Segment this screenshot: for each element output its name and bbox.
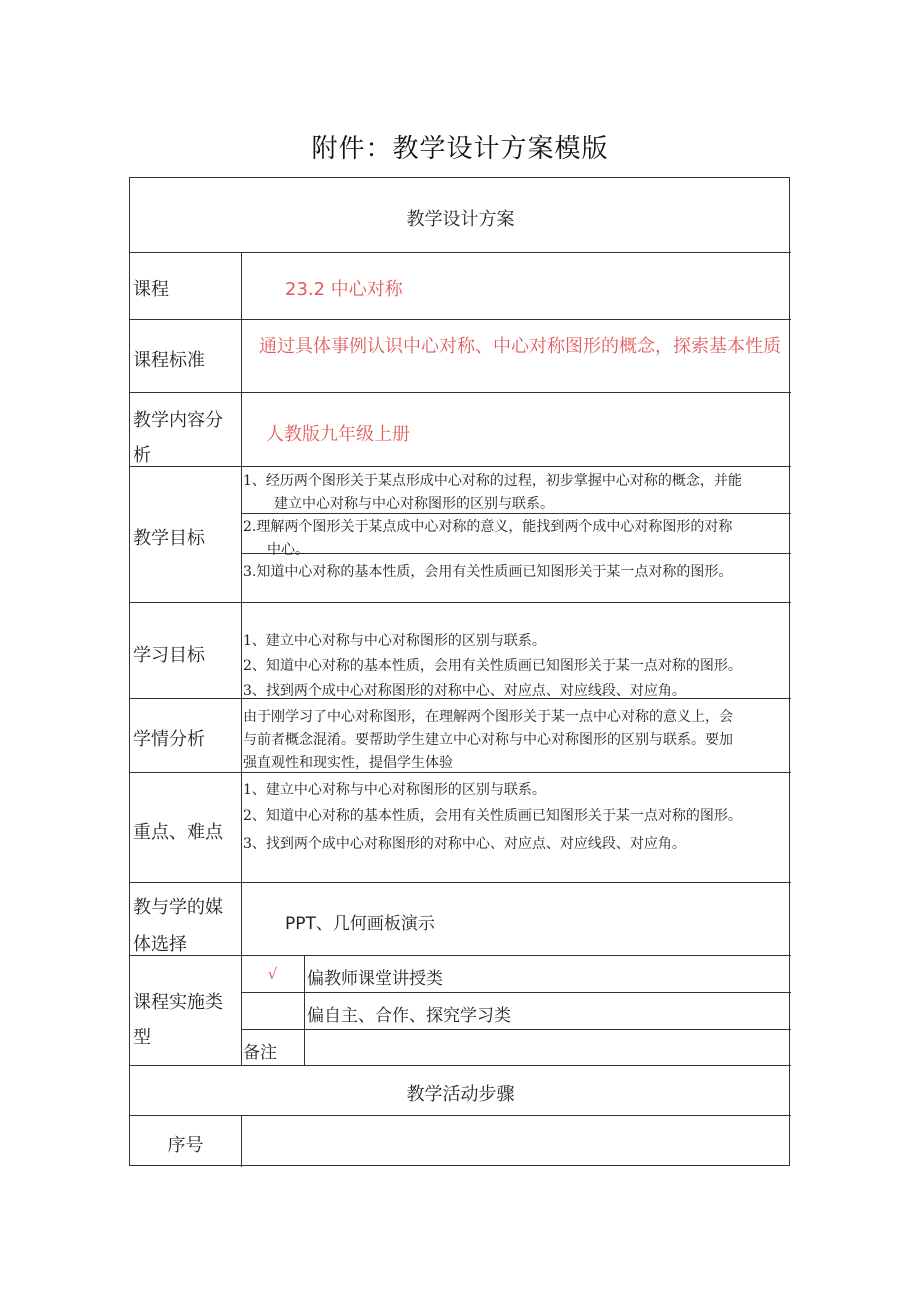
subrow-divider [241,992,791,993]
form-header: 教学设计方案 [406,209,515,230]
objective-item-1-cont: 建立中心对称与中心对称图形的区别与联系。 [274,496,554,512]
objective-item-2-cont: 中心。 [267,542,309,558]
content-label: 教学内容分 [133,410,223,431]
learning-goals-label: 学习目标 [133,645,205,666]
implementation-label: 课程实施类 [133,992,223,1013]
row-divider [130,602,791,603]
analysis-line: 由于刚学习了中心对称图形，在理解两个图形关于某一点中心对称的意义上，会 [243,709,733,725]
label-column-divider [241,252,242,1065]
media-label-cont: 体选择 [133,934,187,955]
objective-item-1: 1、经历两个图形关于某点形成中心对称的过程，初步掌握中心对称的概念，并能 [243,473,742,489]
implementation-label-cont: 型 [133,1027,151,1048]
objective-item-2: 2.理解两个图形关于某点成中心对称的意义，能找到两个成中心对称图形的对称 [243,519,733,535]
row-divider [130,319,791,320]
implementation-option-self-study[interactable]: 偏自主、合作、探究学习类 [307,1006,511,1026]
media-label: 教与学的媒 [133,897,223,918]
standard-label: 课程标准 [133,350,205,371]
analysis-line: 强直观性和现实性，提倡学生体验 [243,755,453,771]
row-divider [130,955,791,956]
analysis-line: 与前者概念混淆。要帮助学生建立中心对称与中心对称图形的区别与联系。要加 [243,732,733,748]
key-point-item: 2、知道中心对称的基本性质，会用有关性质画已知图形关于某一点对称的图形。 [243,808,742,824]
row-divider [130,466,791,467]
sequence-label: 序号 [167,1135,204,1156]
subrow-divider [241,1029,791,1030]
row-divider [130,772,791,773]
steps-header: 教学活动步骤 [406,1084,515,1105]
course-value: 23.2 中心对称 [285,279,403,300]
objective-item-3: 3.知道中心对称的基本性质，会用有关性质画已知图形关于某一点对称的图形。 [243,564,733,580]
document-title: 附件：教学设计方案模版 [311,134,609,164]
learning-goal-item: 3、找到两个成中心对称图形的对称中心、对应点、对应线段、对应角。 [243,683,686,699]
label-column-divider [241,1115,242,1167]
note-label: 备注 [243,1043,277,1063]
subrow-divider [241,513,791,514]
course-label: 课程 [133,279,169,300]
implementation-option-teacher[interactable]: 偏教师课堂讲授类 [307,969,443,989]
key-points-label: 重点、难点 [133,822,223,843]
key-point-item: 3、找到两个成中心对称图形的对称中心、对应点、对应线段、对应角。 [243,836,686,852]
learning-goal-item: 1、建立中心对称与中心对称图形的区别与联系。 [243,633,546,649]
row-divider [130,1065,791,1066]
content-label-cont: 析 [133,445,151,466]
key-point-item: 1、建立中心对称与中心对称图形的区别与联系。 [243,782,546,798]
analysis-label: 学情分析 [133,729,205,750]
subrow-divider [241,553,791,554]
standard-value: 通过具体事例认识中心对称、中心对称图形的概念，探索基本性质 [259,336,781,357]
row-divider [130,882,791,883]
mark-column-divider [304,955,305,1065]
content-value: 人教版九年级上册 [266,424,410,445]
lesson-plan-table [129,177,790,1166]
checkmark-icon[interactable]: √ [267,965,278,983]
row-divider [130,252,791,253]
media-value: PPT、几何画板演示 [285,914,435,934]
row-divider [130,1115,791,1116]
learning-goal-item: 2、知道中心对称的基本性质，会用有关性质画已知图形关于某一点对称的图形。 [243,658,742,674]
objectives-label: 教学目标 [133,528,205,549]
row-divider [130,392,791,393]
